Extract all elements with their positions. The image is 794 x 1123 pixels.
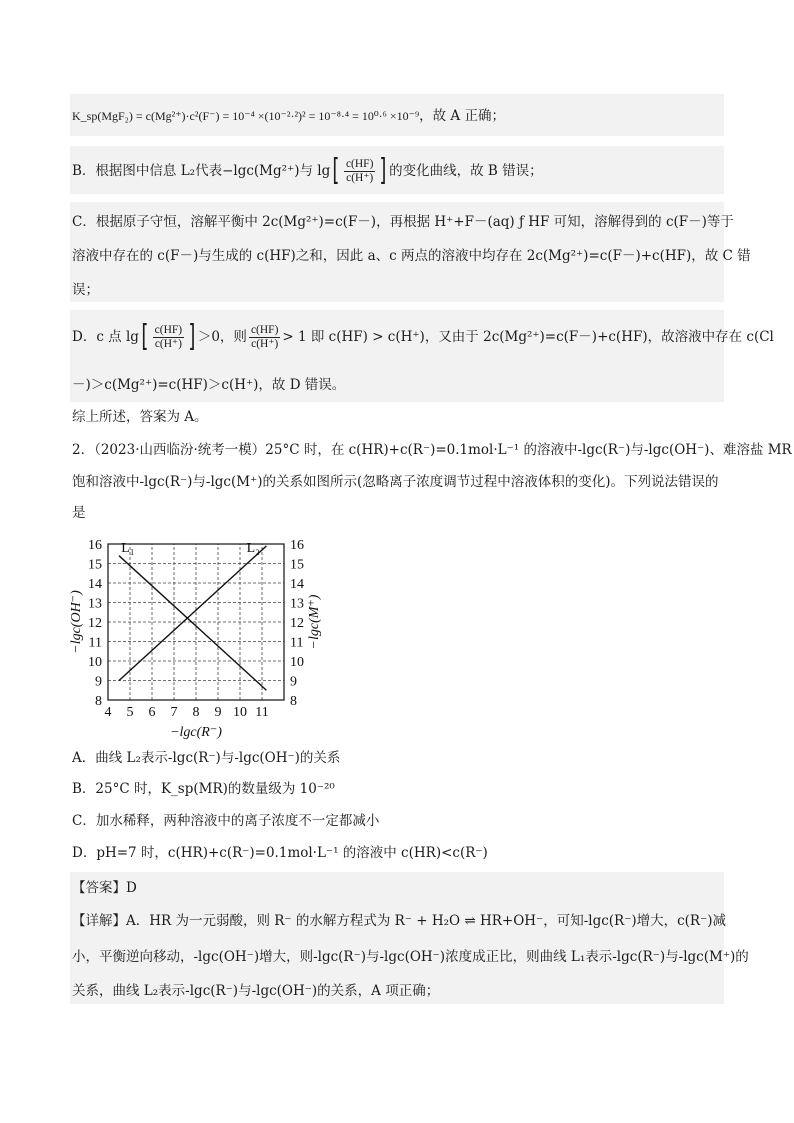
y-tick-label-right: 15 [290, 557, 304, 573]
x-tick-label: 11 [255, 705, 269, 720]
series-label-L1: L₁ [121, 540, 135, 556]
ksp-suffix: ，故 A 正确； [419, 108, 505, 124]
x-tick-label: 9 [214, 705, 222, 720]
y-tick-label-left: 12 [88, 616, 102, 631]
x-tick-label: 5 [126, 705, 134, 720]
y-tick-label-left: 15 [88, 557, 102, 573]
d-mid2: > 1 即 c(HF) > c(H⁺) [282, 329, 425, 345]
ksp-formula: K_sp(MgF₂) = c(Mg²⁺)·c²(F⁻) = 10⁻⁴ ×(10⁻²·²)² = 10⁻⁸·⁴ = 10⁰·⁶ ×10⁻⁹ [72, 109, 420, 123]
y-tick-label-right: 16 [290, 538, 304, 553]
y-axis-label-right: −lgc(M⁺) [307, 594, 322, 650]
b-suffix: 的变化曲线，故 B 错误； [389, 163, 543, 179]
option-c: C．加水稀释，两种溶液中的离子浓度不一定都减小 [72, 813, 380, 829]
detail-line-3: 关系，曲线 L₂表示-lgc(R⁻)与-lgc(OH⁻)的关系，A 项正确； [72, 983, 440, 999]
frac-denominator: c(H⁺) [154, 337, 182, 350]
y-tick-label-right: 9 [290, 674, 297, 690]
bracket-left: [ [332, 153, 340, 188]
ksp-line [72, 106, 505, 126]
conclusion: 综上所述，答案为 A。 [72, 409, 208, 425]
y-tick-label-right: 10 [290, 655, 304, 670]
y-tick-label-right: 13 [290, 596, 304, 612]
fraction [344, 158, 375, 185]
question-line-3: 是 [72, 505, 86, 521]
frac-numerator: c(HF) [250, 323, 279, 336]
option-d-explain [72, 319, 774, 354]
y-tick-label-left: 10 [88, 655, 102, 670]
x-tick-label: 6 [148, 705, 156, 720]
fraction-2 [249, 324, 280, 351]
bracket-right: ] [188, 319, 196, 354]
b-prefix: B．根据图中信息 L₂代表−lgc(Mg²⁺)与 lg [72, 163, 331, 179]
frac-denominator: c(H⁺) [346, 171, 374, 184]
option-a: A．曲线 L₂表示-lgc(R⁻)与-lgc(OH⁻)的关系 [72, 750, 341, 766]
option-b-explain [72, 153, 543, 188]
x-tick-label: 8 [192, 705, 200, 720]
d-suffix: ，又由于 2c(Mg²⁺)=c(F－)+c(HF)，故溶液中存在 c(Cl [424, 329, 774, 345]
option-d: D．pH=7 时，c(HR)+c(R⁻)=0.1mol·L⁻¹ 的溶液中 c(HR)<c(R⁻) [72, 845, 488, 861]
answer-label: 【答案】D [72, 880, 137, 896]
series-label-L2: L₂ [246, 540, 261, 556]
y-tick-label-left: 11 [88, 635, 102, 651]
bracket-right: ] [379, 153, 387, 188]
frac-denominator: c(H⁺) [251, 337, 279, 350]
question-line-2: 饱和溶液中-lgc(R⁻)与-lgc(M⁺)的关系如图所示(忽略离子浓度调节过程中溶液体积的变化)。下列说法错误的 [72, 474, 719, 490]
x-tick-label: 7 [170, 705, 178, 720]
c-line-2: 溶液中存在的 c(F－)与生成的 c(HF)之和，因此 a、c 两点的溶液中均存在 2c(Mg²⁺)=c(F－)+c(HF)，故 C 错 [72, 248, 751, 264]
detail-line-1: 【详解】A．HR 为一元弱酸，则 R⁻ 的水解方程式为 R⁻ + H₂O ⇌ HR+OH⁻，可知-lgc(R⁻)增大，c(R⁻)减 [72, 913, 726, 929]
series-line-1 [119, 556, 266, 691]
d-prefix: D．c 点 lg [72, 329, 139, 345]
option-b: B．25°C 时，K_sp(MR)的数量级为 10⁻²⁰ [72, 781, 335, 797]
frac-numerator: c(HF) [154, 323, 183, 336]
fraction [153, 324, 184, 351]
x-tick-label: 4 [104, 705, 112, 720]
bracket-left: [ [141, 319, 149, 354]
d-line-2: －)＞c(Mg²⁺)=c(HF)＞c(H⁺)，故 D 错误。 [72, 377, 346, 393]
d-mid1: ＞0，则 [197, 329, 247, 345]
y-axis-label-left: −lgc(OH⁻) [69, 590, 84, 654]
y-tick-label-left: 14 [88, 577, 102, 592]
detail-line-2: 小，平衡逆向移动，-lgc(OH⁻)增大，则-lgc(R⁻)与-lgc(OH⁻)浓度成正比，则曲线 L₁表示-lgc(R⁻)与-lgc(M⁺)的 [72, 949, 749, 965]
c-line-1: C．根据原子守恒，溶解平衡中 2c(Mg²⁺)=c(F－)，再根据 H⁺+F－(aq) ƒ HF 可知，溶解得到的 c(F－)等于 [72, 214, 734, 230]
x-axis-label: −lgc(R⁻) [170, 725, 222, 740]
frac-numerator: c(HF) [345, 157, 374, 170]
c-line-3: 误； [72, 282, 99, 298]
x-tick-label: 10 [233, 705, 247, 720]
y-tick-label-right: 8 [290, 694, 297, 709]
line-chart [66, 530, 326, 742]
y-tick-label-left: 16 [88, 538, 102, 553]
y-tick-label-right: 12 [290, 616, 304, 631]
y-tick-label-right: 14 [290, 577, 304, 592]
series-line-2 [119, 546, 266, 681]
question-line-1: 2．（2023·山西临汾·统考一模）25°C 时，在 c(HR)+c(R⁻)=0.1mol·L⁻¹ 的溶液中-lgc(R⁻)与-lgc(OH⁻)、难溶盐 MR [72, 442, 792, 458]
y-tick-label-left: 13 [88, 596, 102, 612]
y-tick-label-left: 8 [95, 694, 102, 709]
y-tick-label-right: 11 [290, 635, 304, 651]
y-tick-label-left: 9 [95, 674, 102, 690]
